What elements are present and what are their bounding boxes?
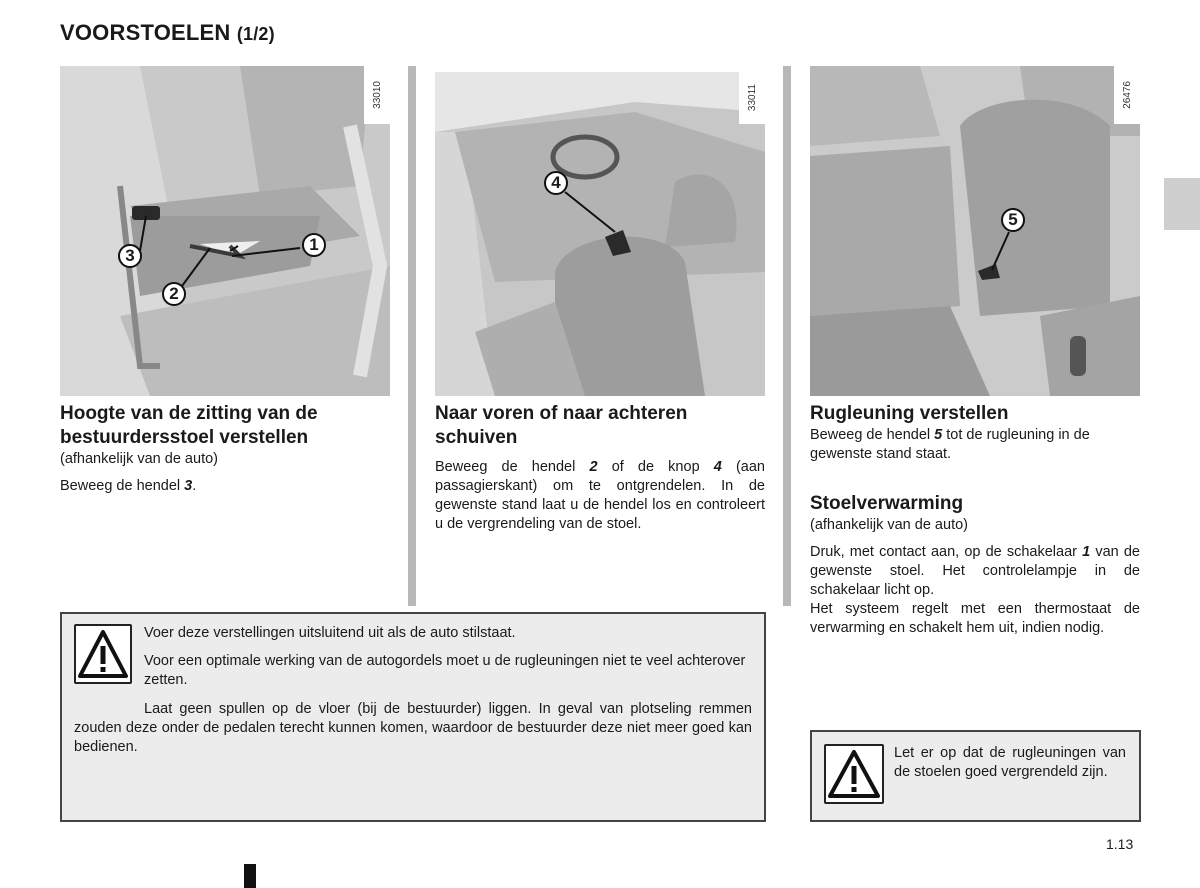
callout-5 <box>1001 208 1025 232</box>
figure-code: 26476 <box>1121 81 1133 109</box>
section-note: (afhankelijk van de auto) <box>810 517 968 533</box>
figure-seat-height <box>60 66 390 396</box>
figure-code-box <box>1114 66 1140 124</box>
section-heading: Naar voren of naar achteren schuiven <box>435 403 688 448</box>
callout-label: 5 <box>1008 210 1018 229</box>
figure-backrest <box>810 66 1140 396</box>
page-title-suffix: (1/2) <box>236 24 275 44</box>
warning-text-3: Laat geen spullen op de vloer (bij de bestuurder) liggen. In geval van plotseling remmen zouden deze onder de pedalen terecht kunnen komen, waardoor de bestuurder deze niet meer goed kan bedienen. <box>74 701 752 755</box>
body-text: of de knop <box>597 459 714 475</box>
body-text: Beweeg de hendel <box>810 427 935 443</box>
figure-code: 33011 <box>746 84 758 112</box>
section-seat-slide <box>435 402 765 534</box>
section-body <box>435 458 765 534</box>
button-reference: 4 <box>713 459 722 475</box>
switch-reference: 1 <box>1082 544 1091 560</box>
callout-3 <box>118 244 142 268</box>
warning-box-main <box>60 612 766 822</box>
section-body <box>60 477 390 496</box>
section-heading: Stoelverwarming <box>810 493 964 514</box>
callout-2 <box>162 282 186 306</box>
section-heading: Rugleuning verstellen <box>810 403 1009 424</box>
section-backrest <box>810 402 1140 464</box>
crop-mark <box>244 864 256 888</box>
lever-reference: 2 <box>589 459 598 475</box>
lever-reference: 5 <box>934 427 943 443</box>
body-text: van de gewenste stoel. Het controlelampje in de schakelaar licht op. <box>810 544 1140 598</box>
figure-code-box <box>364 66 390 124</box>
callout-label: 1 <box>309 235 319 254</box>
callout-1 <box>302 233 326 257</box>
chapter-tab <box>1164 178 1200 230</box>
figure-code: 33010 <box>371 81 383 109</box>
section-seat-height <box>60 402 390 496</box>
column-divider <box>783 66 791 606</box>
body-text: . <box>192 478 197 494</box>
section-body <box>810 543 1140 600</box>
body-text: Druk, met contact aan, op de schakelaar <box>810 544 1083 560</box>
callout-label: 3 <box>125 246 135 265</box>
backrest-illustration <box>810 66 1140 396</box>
section-body <box>810 426 1140 464</box>
warning-triangle-icon <box>824 744 884 804</box>
lever-reference: 3 <box>184 478 193 494</box>
warning-triangle-icon <box>74 624 132 684</box>
body-text: (aan passagierskant) om te ontgrendelen. In de gewenste stand laat u de hendel los en controleert u de vergrendeling van de stoel. <box>435 459 765 532</box>
callout-label: 2 <box>169 284 179 303</box>
page-title-text: VOORSTOELEN <box>60 20 231 45</box>
body-text: tot de rugleuning in de gewenste stand staat. <box>810 427 1090 462</box>
warning-box-side <box>810 730 1141 822</box>
column-divider <box>408 66 416 606</box>
warning-text-2: Voor een optimale werking van de autogordels moet u de rugleuningen niet te veel achterover zetten. <box>144 653 746 688</box>
warning-text-1: Voer deze verstellingen uitsluitend uit als de auto stilstaat. <box>144 625 516 641</box>
section-heading: Hoogte van de zitting van de bestuurdersstoel verstellen <box>60 403 318 448</box>
page-title <box>60 20 275 46</box>
page-number: 1.13 <box>1106 836 1134 852</box>
body-text: Beweeg de hendel <box>435 459 590 475</box>
seat-slide-illustration <box>435 72 765 396</box>
figure-seat-slide <box>435 72 765 396</box>
body-text: Beweeg de hendel <box>60 478 185 494</box>
seat-height-illustration <box>60 66 390 396</box>
section-seat-heating <box>810 492 1140 638</box>
section-note: (afhankelijk van de auto) <box>60 451 218 467</box>
warning-side-text: Let er op dat de rugleuningen van de stoelen goed vergrendeld zijn. <box>894 745 1126 780</box>
section-body-2: Het systeem regelt met een thermostaat de verwarming en schakelt hem uit, indien nodig. <box>810 601 1140 636</box>
figure-code-box <box>739 72 765 124</box>
callout-4 <box>544 171 568 195</box>
callout-label: 4 <box>551 173 561 192</box>
